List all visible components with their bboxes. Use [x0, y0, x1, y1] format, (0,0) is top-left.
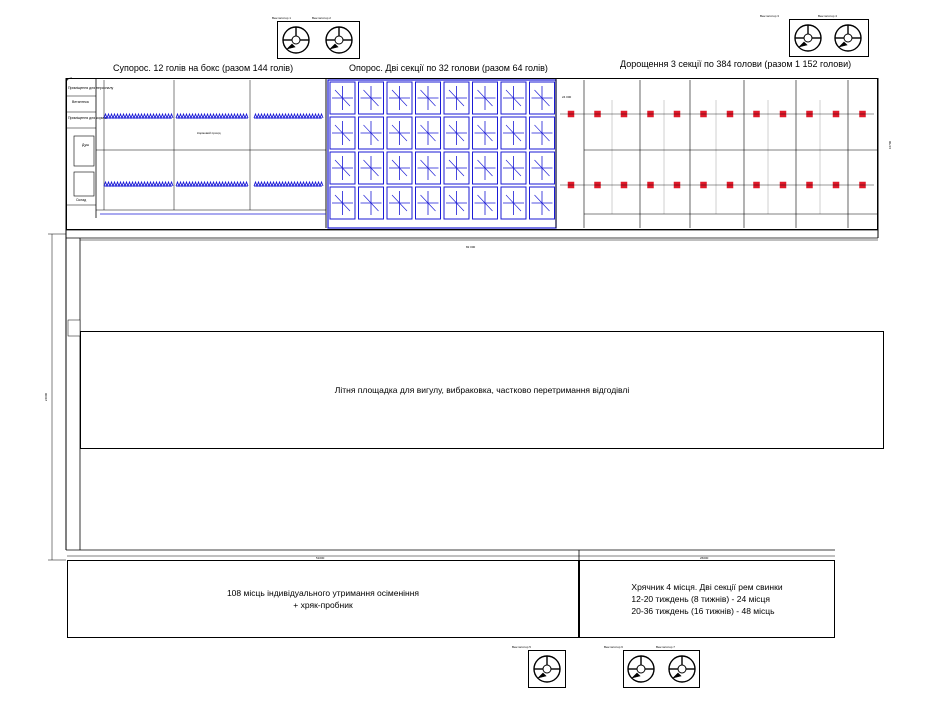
- wall-corner: [66, 78, 72, 84]
- feeder-zigzag: [104, 182, 173, 186]
- room-rect: [74, 136, 94, 166]
- dim-boar-length: 26000: [700, 556, 709, 560]
- room-rect: [74, 172, 94, 196]
- fan-caption: Вентилятор 7: [656, 645, 675, 649]
- dim-yard-height: 24000: [44, 392, 49, 402]
- farrowing-block: [328, 80, 556, 228]
- dim-building-width: 16700: [888, 140, 893, 150]
- boar-line3: 20-36 тиждень (16 тижнів) - 48 місць: [631, 606, 775, 616]
- dim-pass: 24 000: [562, 95, 572, 99]
- feeder-zigzag: [176, 182, 248, 186]
- boar-line2: 12-20 тиждень (8 тижнів) - 24 місця: [631, 594, 771, 604]
- feeder-zigzag: [104, 114, 173, 118]
- heading-suporos: Супорос. 12 голів на бокс (разом 144 голів): [113, 63, 294, 73]
- insemination-line2: + хряк-пробник: [293, 600, 353, 610]
- side-room-label: Душ: [82, 143, 90, 147]
- center-note: Кормовий прохід: [197, 131, 221, 135]
- boar-line1: Хрячник 4 місця. Дві секції рем свинки: [631, 582, 783, 592]
- gate-rect: [68, 320, 80, 336]
- summer-yard-label: Літня площадка для вигулу, вибраковка, частково перетримання відгодівлі: [334, 385, 630, 395]
- dim-main-length: 82 000: [466, 245, 476, 249]
- heading-oporos: Опорос. Дві секції по 32 голови (разом 64 голів): [349, 63, 548, 73]
- side-room-label: Приміщення для кормів: [68, 116, 107, 120]
- side-room-label: Склад: [76, 198, 87, 202]
- feeder-zigzag: [176, 114, 248, 118]
- fan-caption: Вентилятор 1: [272, 16, 291, 20]
- feeder-zigzag: [254, 182, 323, 186]
- feeder-zigzag: [254, 114, 323, 118]
- fan-caption: Вентилятор 4: [818, 14, 837, 18]
- dim-insem-length: 51000: [316, 556, 325, 560]
- fan-caption: Вентилятор 2: [312, 16, 331, 20]
- fan-caption: Вентилятор 3: [760, 14, 779, 18]
- side-room-label: Приміщення для персоналу: [68, 86, 114, 90]
- fan-caption: Вентилятор 6: [604, 645, 623, 649]
- side-room-label: Ветаптека: [72, 100, 89, 104]
- fan-caption: Вентилятор 5: [512, 645, 531, 649]
- insemination-line1: 108 місць індивідуального утримання осіменіння: [226, 588, 420, 598]
- heading-doroschuvannya: Дорощення 3 секції по 384 голови (разом 1 152 голови): [620, 59, 852, 69]
